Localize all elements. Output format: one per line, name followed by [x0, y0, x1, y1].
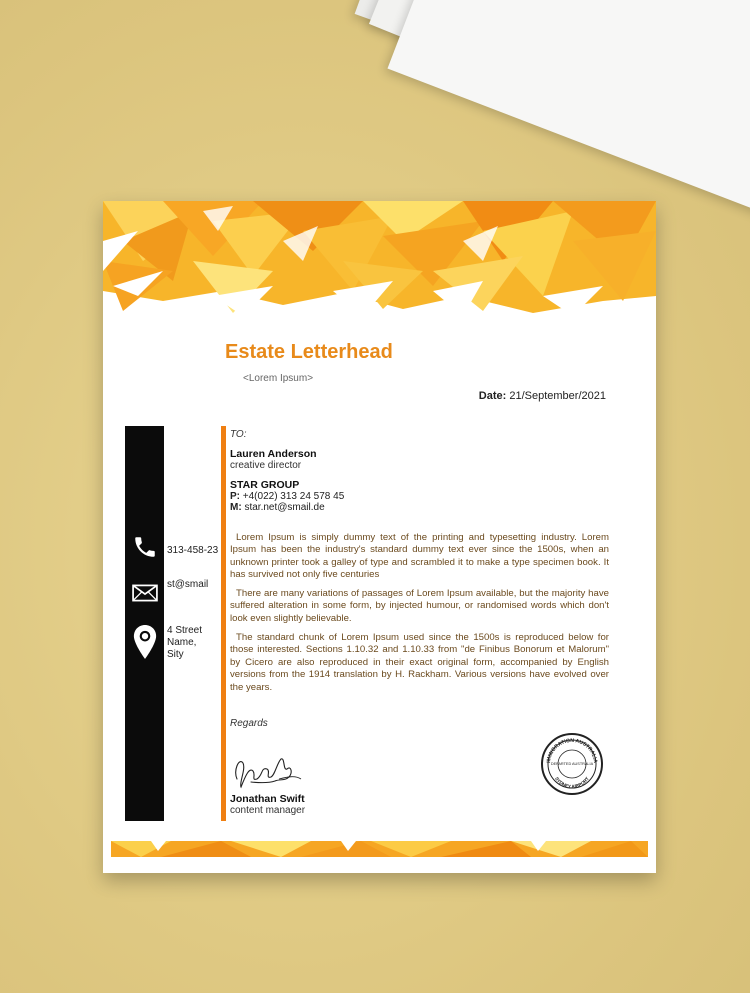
date-value: 21/September/2021 [509, 390, 606, 402]
signer-role: content manager [230, 805, 306, 816]
body-paragraph: The standard chunk of Lorem Ipsum used since the 1500s is reproduced below for those interested. Sections 1.10.32 and 1.10.33 from "de Finibus Bonorum et Malorum" by Cicero are also reproduced in their exact original form, accompanied by English versions from the 1914 translation by H. Rackham. Various versions have evolved over the years. [230, 632, 609, 693]
stamp-center-text: DEPARTED AUSTRALIA [550, 762, 594, 766]
immigration-stamp [540, 732, 604, 796]
email-label: M: [230, 502, 242, 513]
body-paragraph: There are many variations of passages of Lorem Ipsum available, but the majority have suffered alteration in some form, by injected humour, or randomised words which don't look even slightly believable. [230, 588, 609, 624]
email-value: star.net@smail.de [244, 502, 325, 513]
signature-image [231, 749, 303, 791]
location-pin-icon [132, 624, 158, 660]
letter-date [479, 390, 606, 402]
to-label: TO: [230, 429, 247, 440]
contact-sidebar [125, 426, 164, 821]
stamp-bottom-text: SYDNEY AIRPORT [554, 776, 590, 790]
letterhead-title: Estate Letterhead [225, 341, 393, 363]
header-triangle-band [103, 201, 656, 316]
address-line: Name, [167, 637, 197, 648]
date-label: Date: [478, 390, 507, 402]
address-line: Sity [167, 649, 184, 660]
envelope-icon [132, 580, 158, 606]
letterhead-subtitle: <Lorem Ipsum> [243, 373, 314, 384]
recipient-role: creative director [230, 460, 302, 471]
recipient-name: Lauren Anderson [230, 448, 317, 460]
closing-regards: Regards [230, 718, 268, 729]
accent-rule [221, 426, 226, 821]
sidebar-email: st@smail [167, 579, 209, 590]
stamp-top-text: IMMIGRATION AUSTRALIA [546, 737, 599, 764]
phone-icon [132, 534, 158, 560]
phone-label: P: [230, 491, 240, 502]
body-paragraph: Lorem Ipsum is simply dummy text of the printing and typesetting industry. Lorem Ipsum has been the industry's standard dummy text ever since the 1500s, when an unknown printer took a galley of type and scrambled it to make a type specimen book. It has survived not only five centuries [230, 532, 609, 581]
svg-text:IMMIGRATION AUSTRALIA [546, 738, 598, 763]
footer-triangle-band [111, 841, 648, 857]
signer-name: Jonathan Swift [230, 793, 305, 805]
sidebar-address [167, 625, 202, 661]
sidebar-phone: 313-458-23 [167, 545, 219, 556]
recipient-block [230, 429, 610, 513]
recipient-company: STAR GROUP [230, 479, 300, 491]
phone-value: +4(022) 313 24 578 45 [242, 491, 345, 502]
recipient-phone [230, 491, 610, 502]
recipient-email [230, 502, 610, 513]
letterhead-sheet [103, 201, 656, 873]
address-line: 4 Street [167, 625, 203, 636]
